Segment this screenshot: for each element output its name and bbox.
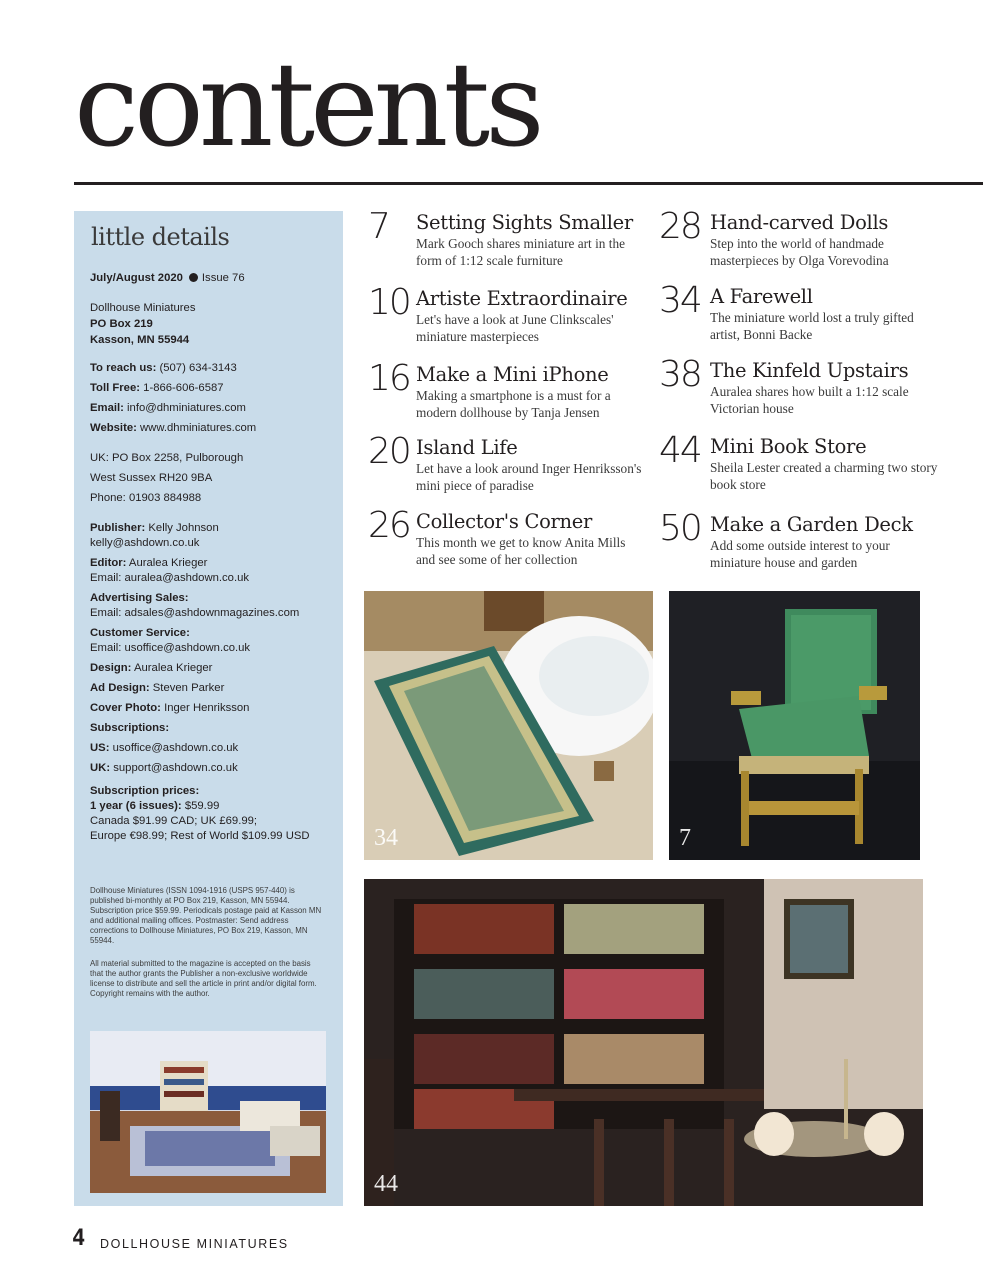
toc-title: Collector's Corner [416, 510, 593, 533]
toc-title: Setting Sights Smaller [416, 211, 633, 234]
toc-page-number: 44 [659, 430, 701, 471]
issue-line [90, 271, 245, 285]
address-line-1: Dollhouse Miniatures [90, 302, 196, 314]
toc-page-number: 20 [368, 431, 410, 472]
us-label: US: [90, 742, 110, 754]
toc-page-number: 7 [368, 206, 389, 247]
bookstore-image [364, 879, 923, 1206]
toc-description: Mark Gooch shares miniature art in the form of 1:12 scale furniture [416, 236, 625, 268]
chair-photo[interactable] [669, 591, 920, 860]
chair-page-caption: 7 [679, 825, 691, 851]
toc-page-number: 16 [368, 358, 410, 399]
bookstore-page-caption: 44 [374, 1171, 398, 1197]
toc-description: This month we get to know Anita Mills and see some of her collection [416, 535, 626, 567]
toc-description: Add some outside interest to your miniature house and garden [710, 538, 890, 570]
title-rule [74, 182, 983, 185]
toc-description: The miniature world lost a truly gifted artist, Bonni Backe [710, 310, 914, 342]
toc-description: Step into the world of handmade masterpieces by Olga Vorevodina [710, 236, 889, 268]
fine-print-copyright: All material submitted to the magazine is accepted on the basis that the author grants the Publisher a non-exclusive worldwide license to distribute and sell the article in print and/or digital form. Copyright remains with the author. [90, 959, 317, 998]
ad-design-name: Steven Parker [152, 682, 225, 694]
publisher-line [90, 521, 219, 535]
price-line-3: Europe €98.99; Rest of World $109.99 USD [90, 830, 310, 842]
toc-title: Mini Book Store [710, 435, 867, 458]
toc-title: Make a Garden Deck [710, 513, 913, 536]
cover-photo-label: Cover Photo: [90, 702, 161, 714]
toc-title: A Farewell [710, 285, 813, 308]
fine-print-postal: Dollhouse Miniatures (ISSN 1094-1916 (USPS 957-440) is published bi-monthly at PO Box 219, Kasson, MN 55944. Subscription price $59.99. Periodicals postage paid at Kasson MN and additional mailing offices. Postmaster: Send address corrections to Dollhouse Miniatures, PO Box 219, Kasson, MN 55944. [90, 886, 322, 945]
uk-address-line-1: UK: PO Box 2258, Pulborough [90, 452, 244, 464]
toll-free-line [90, 381, 224, 395]
us-subs-line [90, 741, 238, 755]
magazine-name: DOLLHOUSE MINIATURES [100, 1237, 289, 1251]
price-year-value: $59.99 [184, 800, 220, 812]
design-line [90, 661, 212, 675]
customer-service-label: Customer Service: [90, 627, 190, 639]
reach-label: To reach us: [90, 362, 157, 374]
sidebar-title: little details [91, 223, 230, 251]
subscriptions-label: Subscriptions: [90, 722, 170, 734]
price-line-2: Canada $91.99 CAD; UK £69.99; [90, 815, 258, 827]
toc-title: Hand-carved Dolls [710, 211, 889, 234]
publisher-email[interactable]: kelly@ashdown.co.uk [90, 537, 200, 549]
price-year-line [90, 799, 219, 813]
toc-page-number: 38 [659, 354, 701, 395]
design-name: Auralea Krieger [133, 662, 213, 674]
page-title: contents [74, 38, 540, 173]
website-line [90, 421, 256, 435]
toc-page-number: 28 [659, 206, 701, 247]
customer-service-email[interactable]: Email: usoffice@ashdown.co.uk [90, 642, 251, 654]
editor-email[interactable]: Email: auralea@ashdown.co.uk [90, 572, 250, 584]
rug-photo[interactable] [364, 591, 653, 860]
toc-title: Make a Mini iPhone [416, 363, 609, 386]
toc-page-number: 34 [659, 280, 701, 321]
rug-page-caption: 34 [374, 825, 398, 851]
address-line-2: PO Box 219 [90, 318, 153, 330]
toc-description: Making a smartphone is a must for a modern dollhouse by Tanja Jensen [416, 388, 611, 420]
toc-page-number: 10 [368, 282, 410, 323]
address-line-3: Kasson, MN 55944 [90, 334, 190, 346]
subscription-prices-label: Subscription prices: [90, 785, 200, 797]
design-label: Design: [90, 662, 132, 674]
bedroom-photo [90, 1031, 326, 1193]
uk-address-line-2: West Sussex RH20 9BA [90, 472, 213, 484]
toc-page-number: 26 [368, 505, 410, 546]
us-email[interactable]: usoffice@ashdown.co.uk [112, 742, 239, 754]
ad-sales-label: Advertising Sales: [90, 592, 189, 604]
bullet-icon [189, 273, 198, 282]
editor-name: Auralea Krieger [128, 557, 208, 569]
toc-title: Island Life [416, 436, 518, 459]
ad-sales-email[interactable]: Email: adsales@ashdownmagazines.com [90, 607, 300, 619]
email-line [90, 401, 246, 415]
ad-design-line [90, 681, 224, 695]
ad-design-label: Ad Design: [90, 682, 150, 694]
publisher-label: Publisher: [90, 522, 146, 534]
cover-photo-name: Inger Henriksson [164, 702, 250, 714]
website-label: Website: [90, 422, 137, 434]
editor-line [90, 556, 207, 570]
toc-title: Artiste Extraordinaire [416, 287, 628, 310]
bedroom-image [90, 1031, 326, 1193]
bookstore-photo[interactable] [364, 879, 923, 1206]
reach-us-line [90, 361, 237, 375]
toc-page-number: 50 [659, 508, 701, 549]
toll-free-phone: 1-866-606-6587 [143, 382, 224, 394]
email-label: Email: [90, 402, 124, 414]
issue-number: Issue 76 [201, 272, 245, 284]
publisher-name: Kelly Johnson [148, 522, 219, 534]
cover-photo-line [90, 701, 249, 715]
price-year-label: 1 year (6 issues): [90, 800, 182, 812]
little-details-sidebar [74, 211, 343, 1206]
toc-title: The Kinfeld Upstairs [710, 359, 909, 382]
reach-phone: (507) 634-3143 [159, 362, 237, 374]
uk-email[interactable]: support@ashdown.co.uk [113, 762, 238, 774]
uk-subs-line [90, 761, 238, 775]
editor-label: Editor: [90, 557, 127, 569]
uk-phone: Phone: 01903 884988 [90, 492, 202, 504]
page-number: 4 [72, 1226, 86, 1251]
website-link[interactable]: www.dhminiatures.com [140, 422, 257, 434]
toc-description: Sheila Lester created a charming two story book store [710, 460, 938, 492]
rug-image [364, 591, 653, 860]
toc-description: Let's have a look at June Clinkscales' miniature masterpieces [416, 312, 614, 344]
uk-label: UK: [90, 762, 111, 774]
issue-date: July/August 2020 [90, 272, 183, 284]
toc-description: Auralea shares how built a 1:12 scale Victorian house [710, 384, 909, 416]
email-link[interactable]: info@dhminiatures.com [127, 402, 246, 414]
toll-free-label: Toll Free: [90, 382, 141, 394]
toc-description: Let have a look around Inger Henriksson's mini piece of paradise [416, 461, 642, 493]
chair-image [669, 591, 920, 860]
